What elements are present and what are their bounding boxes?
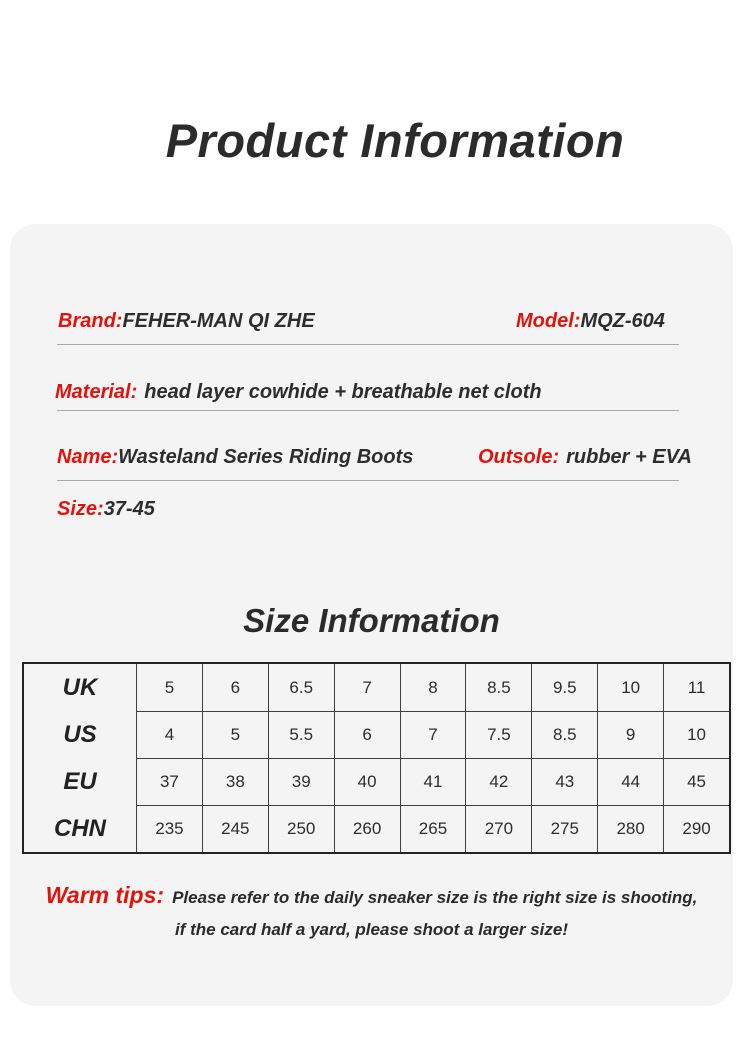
size-cell: 5	[202, 711, 268, 758]
size-conversion-table	[22, 662, 731, 854]
size-cell: 9	[597, 711, 663, 758]
size-cell: 5.5	[268, 711, 334, 758]
size-cell: 8	[400, 664, 466, 711]
warm-tips-text1: Please refer to the daily sneaker size is the right size is shooting,	[172, 888, 698, 907]
page-title: Product Information	[165, 114, 625, 168]
size-cell: 45	[663, 758, 729, 805]
product-info-card	[10, 224, 733, 1006]
size-cell: 4	[136, 711, 202, 758]
size-cell: 9.5	[531, 664, 597, 711]
model-label: Model:	[516, 310, 581, 332]
field-size	[57, 496, 155, 523]
divider	[57, 410, 679, 411]
size-cell: 11	[663, 664, 729, 711]
size-cell: 38	[202, 758, 268, 805]
size-cell: 290	[663, 805, 729, 852]
size-cell: 44	[597, 758, 663, 805]
size-row-label-chn: CHN	[54, 814, 106, 842]
outsole-value: rubber + EVA	[566, 446, 692, 468]
size-row-label-us: US	[63, 720, 97, 748]
size-cell: 6	[334, 711, 400, 758]
size-cell: 245	[202, 805, 268, 852]
brand-value: FEHER-MAN QI ZHE	[122, 310, 315, 332]
size-cell: 275	[531, 805, 597, 852]
size-cell: 8.5	[465, 664, 531, 711]
field-material	[55, 379, 542, 406]
size-cell: 5	[136, 664, 202, 711]
outsole-label: Outsole:	[478, 446, 560, 468]
size-cell: 41	[400, 758, 466, 805]
warm-tips-label: Warm tips:	[45, 882, 165, 908]
size-cell: 260	[334, 805, 400, 852]
size-cell: 280	[597, 805, 663, 852]
name-value: Wasteland Series Riding Boots	[118, 446, 414, 468]
size-cell: 39	[268, 758, 334, 805]
material-value: head layer cowhide + breathable net cloth	[144, 381, 542, 403]
size-cell: 7	[400, 711, 466, 758]
size-information-title: Size Information	[243, 602, 500, 639]
size-cell: 250	[268, 805, 334, 852]
size-cell: 40	[334, 758, 400, 805]
size-cell: 6	[202, 664, 268, 711]
size-label: Size:	[57, 498, 104, 520]
size-cell: 43	[531, 758, 597, 805]
brand-label: Brand:	[58, 310, 123, 332]
size-cell: 235	[136, 805, 202, 852]
field-name	[57, 444, 413, 471]
size-row-label-eu: EU	[63, 767, 97, 795]
size-cell: 10	[597, 664, 663, 711]
size-cell: 10	[663, 711, 729, 758]
size-cell: 270	[465, 805, 531, 852]
size-value: 37-45	[103, 498, 155, 520]
size-cell: 37	[136, 758, 202, 805]
size-cell: 7.5	[465, 711, 531, 758]
field-brand	[58, 308, 315, 335]
size-cell: 7	[334, 664, 400, 711]
field-outsole	[478, 444, 692, 471]
model-value: MQZ-604	[580, 310, 665, 332]
size-row-label-uk: UK	[62, 673, 98, 701]
name-label: Name:	[57, 446, 119, 468]
warm-tips-text2: if the card half a yard, please shoot a larger size!	[174, 920, 569, 939]
size-cell: 42	[465, 758, 531, 805]
size-cell: 6.5	[268, 664, 334, 711]
divider	[57, 344, 679, 345]
size-cell: 265	[400, 805, 466, 852]
warm-tips-line1	[10, 880, 733, 914]
field-model	[516, 308, 665, 335]
warm-tips	[10, 880, 733, 946]
warm-tips-line2	[10, 914, 733, 946]
material-label: Material:	[55, 381, 138, 403]
divider	[57, 480, 679, 481]
size-cell: 8.5	[531, 711, 597, 758]
